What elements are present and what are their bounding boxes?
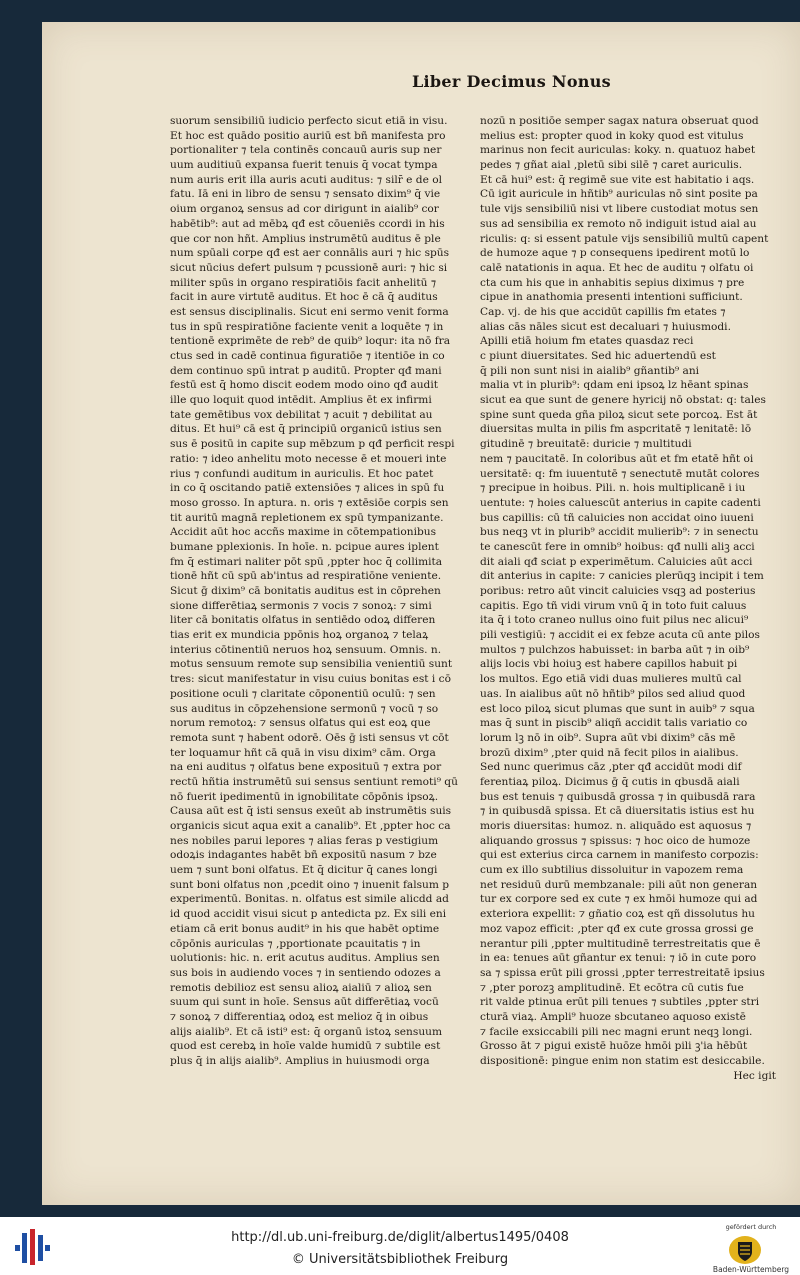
text-line: mas q̄ sunt in piscib⁹ aliqñ accidit talis variatio co [480, 717, 748, 730]
text-line: est loco piloꝝ sicut plumas que sunt in auib⁹ ⁊ squa [480, 702, 755, 715]
text-line: rius ⁊ confundi auditum in auriculis. Et hoc patet [170, 467, 434, 480]
text-line: ille quo loquit quod intēdit. Amplius ēt ex infirmi [170, 394, 432, 407]
text-line: Accidit aūt hoc accñs maxime in cōtempationibus [170, 526, 437, 539]
text-line: est sensus disciplinalis. Sicut eni sermo venit forma [170, 305, 449, 318]
text-line: sus bois in audiendo voces ⁊ in sentiendo odozes a [170, 966, 441, 979]
text-line: que cor non hñt. Amplius instrumētū auditus ē ple [170, 232, 441, 245]
text-line: nes nobiles parui lepores ⁊ alias feras p vestigium [170, 834, 439, 847]
text-line: aliquando grossus ⁊ spissus: ⁊ hoc oico de humoze [480, 834, 751, 847]
text-line: facit in aure virtutē auditus. Et hoc ē cā q̄ auditus [170, 291, 438, 304]
text-line: cta cum his que in anhabitis sepius diximus ⁊ pre [480, 276, 745, 289]
text-line: Causa aūt est q̄ isti sensus exeūt ab instrumētis suis [170, 805, 452, 818]
text-line: tate gemētibus vox debilitat ⁊ acuit ⁊ debilitat au [170, 408, 433, 421]
text-line: remota sunt ⁊ habent odorē. Oēs ḡ isti sensus vt cōt [170, 731, 449, 744]
text-line: malia vt in plurib⁹: qdam eni ipsoꝝ lz hēant spinas [480, 379, 749, 392]
text-line: dem continuo spū intrat p auditū. Propter qđ mani [170, 364, 442, 377]
text-line: tres: sicut manifestatur in visu cuius bonitas est i cō [170, 673, 451, 686]
text-line: bumane pplexionis. In hoīe. n. pcipue aures iplent [170, 540, 439, 553]
text-line: ⁊ in quibusdā spissa. Et cā diuersitatis istius est hu [480, 805, 755, 818]
text-line: gitudinē ⁊ breuitatē: duricie ⁊ multitudi [480, 438, 692, 451]
text-line: norum remotoꝝ: ⁊ sensus olfatus qui est eoꝝ que [170, 717, 431, 730]
text-line: na eni auditus ⁊ olfatus bene exposituū ⁊ extra por [170, 761, 442, 774]
text-line: ditus. Et hui⁹ cā est q̄ principiū organicū istius sen [170, 423, 442, 436]
text-line: ter loquamur hñt cā quā in visu dixim⁹ cām. Orga [170, 746, 436, 759]
text-line: ferentiaꝝ piloꝝ. Dicimus ḡ q̄ cutis in qbusdā aiali [480, 775, 740, 788]
text-line: te canescūt fere in omnib⁹ hoibus: qđ nulli aliꝫ acci [480, 540, 755, 553]
text-line: etiam cā erit bonus audit⁹ in his que habēt optime [170, 922, 440, 935]
text-line: fatu. Iā eni in libro de sensu ⁊ sensato dixim⁹ q̄ vie [170, 188, 441, 201]
text-line: organicis sicut aqua exit a canalib⁹. Et ,ppter hoc ca [170, 820, 451, 832]
text-line: cōpōnis auriculas ⁊ ,pportionate pcauitatis ⁊ in [170, 937, 421, 950]
text-line: Et cā hui⁹ est: q̄ regimē sue vite est habitatio i aqs. [480, 173, 755, 186]
text-line: in ea: tenues aūt gñantur ex tenui: ⁊ iō in cute poro [480, 952, 757, 965]
text-line: uentute: ⁊ hoies caluescūt anterius in capite cadenti [480, 496, 761, 509]
text-line: Cap. vj. de his que accidūt capillis fm etates ⁊ [480, 305, 726, 318]
text-line: Grosso āt ⁊ pigui existē huōze hmōi pili ꝫ'ia hēbūt [480, 1040, 748, 1053]
sponsor-block [706, 1223, 796, 1274]
text-line: nozū n positiōe semper sagax natura obseruat quod [480, 115, 759, 127]
text-line: lorum lꝫ nō in oib⁹. Supra aūt vbi dixim⁹ cās mē [480, 731, 736, 744]
text-line: uersitatē: q: fm iuuentutē ⁊ senectutē mutāt colores [480, 467, 760, 480]
text-line: in co q̄ oscitando patiē extensiōes ⁊ alices in spū fu [170, 482, 445, 495]
text-line: nem ⁊ paucitatē. In coloribus aūt et fm etatē hñt oi [480, 452, 754, 465]
sponsor-name: Baden-Württemberg [712, 1265, 790, 1274]
text-line: remotis debilioz est sensu alioꝝ aialiū ⁊ alioꝝ sen [170, 981, 432, 994]
text-line: uas. In aialibus aūt nō hñtib⁹ pilos sed aliud quod [480, 687, 746, 700]
text-line: sicut ea que sunt de genere hyricij nō obstat: q: tales [480, 394, 766, 407]
text-line: id quod accidit visui sicut p antedicta pz. Ex sili eni [170, 908, 447, 921]
text-line: positione oculi ⁊ claritate cōponentiū oculū: ⁊ sen [170, 687, 436, 700]
text-line: tentionē exprimēte de reb⁹ de quib⁹ loqur: ita nō fra [170, 335, 451, 348]
text-line: net residuū durū membzanale: pili aūt non generan [480, 878, 758, 891]
text-line: bus neqꝫ vt in plurib⁹ accidit mulierib⁹: ⁊ in senectu [480, 526, 759, 539]
catchword: Hec igit [733, 1069, 776, 1082]
text-line: liter cā bonitatis olfatus in sentiēdo odoꝝ differen [170, 614, 436, 627]
running-head: Liber Decimus Nonus [412, 72, 611, 91]
text-line: pili vestigiū: ⁊ accidit ei ex febze acuta cū ante pilos [480, 629, 760, 642]
text-line: suorum sensibiliū iudicio perfecto sicut etiā in visu. [170, 115, 448, 127]
text-line: sunt boni olfatus non ,pcedit oino ⁊ inuenit falsum p [170, 878, 450, 891]
text-line: tionē hñt cū spū ab'intus ad respiratiōne veniente. [170, 570, 442, 583]
copyright-notice: © Universitätsbibliothek Freiburg [291, 1252, 509, 1267]
text-line: num spūali corpe qđ est aer connālis auri ⁊ hic spūs [170, 247, 450, 260]
text-line: portionaliter ⁊ tela continēs concauū auris sup ner [170, 144, 442, 157]
text-line: qui est exterius circa carnem in manifesto corpozis: [480, 849, 759, 862]
text-line: tias erit ex mundicia ppōnis hoꝝ organoꝝ ⁊ telaꝝ [170, 629, 429, 642]
sponsor-label: gefördert durch [725, 1223, 777, 1231]
text-line: quod est cerebꝝ in hoīe valde humidū ⁊ subtile est [170, 1040, 441, 1053]
text-line: alijs aialib⁹. Et cā isti⁹ est: q̄ organū istoꝝ sensuum [170, 1025, 443, 1038]
text-line: festū est q̄ homo discit eodem modo oino qđ audit [170, 379, 438, 392]
text-line: nō fuerit ipedimentū in ignobilitate cōpōnis ipsoꝝ. [170, 790, 439, 803]
text-line: calē natationis in aqua. Et hec de auditu ⁊ olfatu oi [480, 261, 754, 274]
text-line: multos ⁊ pulchzos habuisset: in barba aūt ⁊ in oib⁹ [480, 643, 750, 656]
text-line: alias cās nāles sicut est decaluari ⁊ huiusmodi. [480, 320, 731, 333]
text-line: de humoze aque ⁊ p consequens ipedirent motū lo [480, 247, 750, 260]
text-line: ctus sed in cadē continua figuratiōe ⁊ itentiōe in co [170, 350, 445, 362]
text-line: marinus non fecit auriculas: koky. n. quatuoz habet [480, 144, 756, 157]
text-line: odoꝝis indagantes habēt bñ expositū nasum ⁊ bze [170, 849, 437, 862]
text-line: melius est: propter quod in koky quod est vitulus [480, 129, 744, 142]
text-line: c piunt diuersitates. Sed hic aduertendū est [480, 350, 716, 362]
text-line: sus auditus in cōpzehensione sermonū ⁊ vocū ⁊ so [170, 702, 439, 715]
text-line: diuersitas multa in pilis fm aspcritatē ⁊ lenitatē: lō [480, 423, 752, 436]
book-page [42, 22, 800, 1205]
text-line: militer spūs in organo respiratiōis facit anhelitū ⁊ [170, 276, 437, 289]
left-text-column [170, 114, 460, 1069]
text-line: alijs locis vbi hoiuꝫ est habere capillos habuit pi [480, 658, 738, 671]
text-line: fm q̄ estimari naliter pōt spū ,ppter hoc q̄ collimita [170, 555, 443, 568]
text-line: interius cōtinentiū neruos hoꝝ sensuum. Omnis. n. [170, 643, 442, 656]
text-line: ratio: ⁊ ideo anhelitu moto necesse ē et moueri inte [170, 452, 447, 465]
text-line: uem ⁊ sunt boni olfatus. Et q̄ dicitur q̄ canes longi [170, 864, 438, 877]
text-line: bus est tenuis ⁊ quibusdā grossa ⁊ in quibusdā rara [480, 790, 756, 803]
text-line: dispositionē: pingue enim non statim est desiccabile. [480, 1055, 765, 1067]
text-line: motus sensuum remote sup sensibilia venientiū sunt [170, 658, 453, 671]
text-line: Apilli etiā hoium fm etates quasdaz reci [480, 335, 694, 348]
text-line: ⁊ facile exsiccabili pili nec magni erunt neqꝫ longi. [480, 1025, 753, 1038]
text-line: tit auritū magnā repletionem ex spū tympanizante. [170, 511, 444, 524]
text-line: ⁊ precipue in hoibus. Pili. n. hois multiplicanē i iu [480, 482, 746, 495]
text-line: los multos. Ego etiā vidi duas mulieres multū cal [480, 673, 742, 686]
right-text-column [480, 114, 776, 1083]
text-line: moso grosso. In aptura. n. oris ⁊ extēsiōe corpis sen [170, 496, 449, 509]
text-line: nerantur pili ,ppter multitudinē terrestreitatis que ē [480, 937, 761, 950]
text-line: habētib⁹: aut ad mēbꝝ qđ est cōueniēs ccordi in his [170, 217, 445, 230]
text-line: ⁊ ,pter porozꝫ amplitudinē. Et ecōtra cū cutis fue [480, 981, 744, 994]
text-line: rectū hñtia instrumētū sui sensus sentiunt remoti⁹ qū [170, 775, 458, 788]
permalink-url[interactable]: http://dl.ub.uni-freiburg.de/diglit/albertus1495/0408 [231, 1230, 569, 1245]
text-line: moz vapoz efficit: ,pter qđ ex cute grossa grossi ge [480, 922, 754, 935]
text-line: q̄ pili non sunt nisi in aialib⁹ gñantib⁹ ani [480, 364, 700, 377]
text-line: riculis: q: si essent patule vijs sensibiliū multū capent [480, 232, 769, 245]
text-line: ita q̄ i toto craneo nullus oino fuit pilus nec alicui⁹ [480, 614, 749, 627]
text-line: exteriora expellit: ⁊ gñatio coꝝ est qñ dissolutus hu [480, 908, 756, 921]
text-line: plus q̄ in alijs aialib⁹. Amplius in huiusmodi orga [170, 1055, 430, 1067]
text-line: experimentū. Bonitas. n. olfatus est simile alicdd ad [170, 893, 449, 906]
text-line: Et hoc est quādo positio auriū est bñ manifesta pro [170, 129, 446, 142]
text-line: tur ex corpore sed ex cute ⁊ ex hmōi humoze qui ad [480, 893, 758, 906]
text-line: spine sunt queda gña piloꝝ sicut sete porcoꝝ. Est āt [480, 408, 758, 421]
text-line: dit aiali qđ sciat p experimētum. Caluicies aūt acci [480, 555, 753, 568]
viewer-footer [0, 1217, 800, 1275]
text-line: tus in spū respiratiōne faciente venit a loquēte ⁊ in [170, 320, 444, 333]
text-line: brozū dixim⁹ ,pter quid nā fecit pilos in aialibus. [480, 746, 739, 759]
text-line: sa ⁊ spissa erūt pili grossi ,ppter terrestreitatē ipsius [480, 966, 765, 979]
text-line: ⁊ sonoꝝ ⁊ differentiaꝝ odoꝝ est melioz q̄ in oibus [170, 1010, 429, 1023]
text-line: uolutionis: hic. n. erit acutus auditus. Amplius sen [170, 952, 440, 965]
text-line: Sicut ḡ dixim⁹ cā bonitatis auditus est in cōprehen [170, 585, 441, 597]
text-line: suum qui sunt in hoīe. Sensus aūt differētiaꝝ vocū [170, 996, 439, 1009]
text-line: oium organoꝝ sensus ad cor dirigunt in aialib⁹ cor [170, 203, 439, 216]
text-line: cturā viaꝝ. Ampli⁹ huoze sbcutaneo aquoso existē [480, 1010, 746, 1023]
text-line: sione differētiaꝝ sermonis ⁊ vocis ⁊ sonoꝝ: ⁊ simi [170, 599, 432, 612]
text-line: dit anterius in capite: ⁊ canicies plerūqꝫ incipit i tem [480, 570, 764, 583]
text-line: moris diuersitas: humoz. n. aliquādo est aquosus ⁊ [480, 820, 752, 832]
text-line: tule vijs sensibiliū nisi vt libere custodiat motus sen [480, 203, 759, 216]
text-line: sicut nūcius defert pulsum ⁊ pcussionē auri: ⁊ hic si [170, 261, 448, 274]
baden-wuerttemberg-crest-icon [728, 1235, 762, 1265]
text-line: sus ē positū in capite sup mēbzum p qđ perficit respi [170, 438, 455, 451]
text-line: uum auditiuū expansa fuerit tenuis q̄ vocat tympa [170, 159, 438, 172]
text-line: poribus: retro aūt vincit caluicies vsqꝫ ad posterius [480, 585, 756, 597]
text-line: capitis. Ego tñ vidi virum vnū q̄ in toto fuit caluus [480, 599, 747, 612]
text-line: sus ad sensibilia ex remoto nō indiguit istud aial au [480, 217, 757, 230]
text-line: Sed nunc querimus cāz ,pter qđ accidūt modi dif [480, 761, 742, 774]
text-line: rit valde ptinua erūt pili tenues ⁊ subtiles ,ppter stri [480, 996, 760, 1009]
text-line: Cū igit auricule in hñtib⁹ auriculas nō sint posite pa [480, 188, 758, 201]
text-line: cipue in anathomia presenti intentioni sufficiunt. [480, 291, 743, 304]
text-line: pedes ⁊ gñat aial ,pletū sibi silē ⁊ caret auriculis. [480, 159, 743, 172]
text-line: bus capillis: cū tñ caluicies non accidat oino iuueni [480, 511, 754, 524]
text-line: num auris erit illa auris acuti auditus: ⁊ silr̄ e de ol [170, 173, 442, 186]
text-line: cum ex illo subtilius dissoluitur in vapozem rema [480, 864, 744, 877]
